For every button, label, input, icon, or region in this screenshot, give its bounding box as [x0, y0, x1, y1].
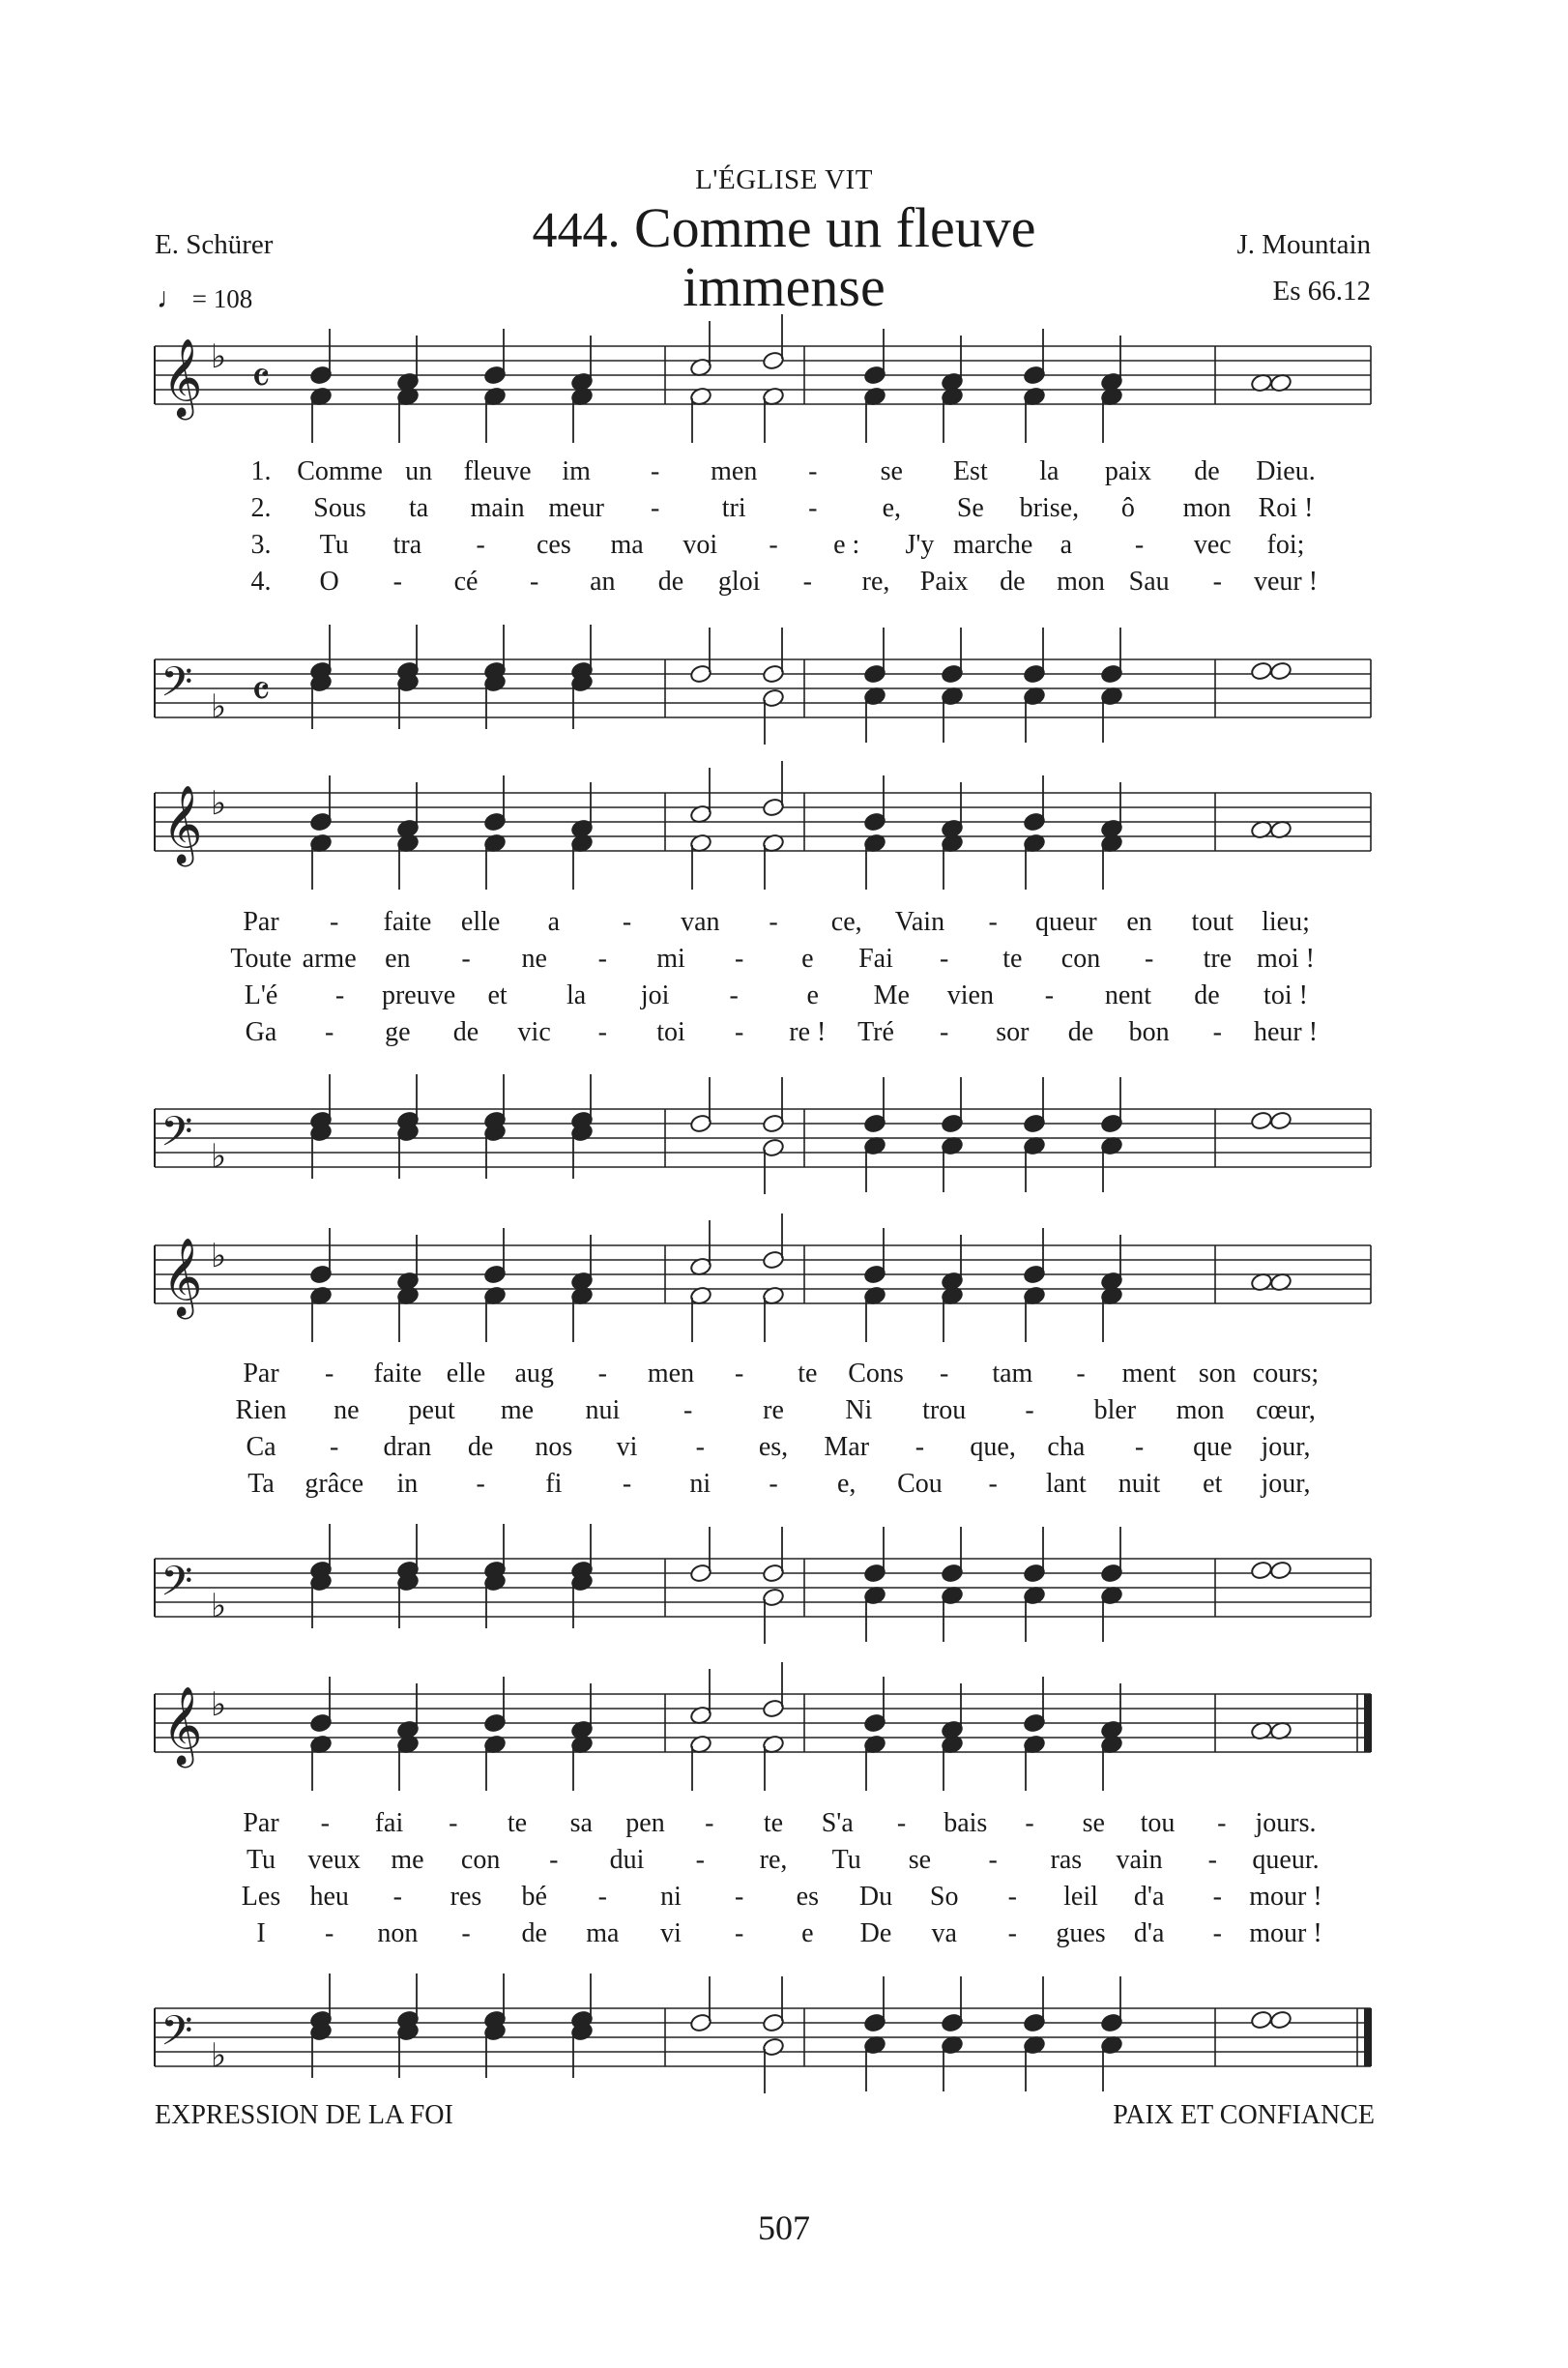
- flat-key-signature-icon: ♭: [211, 2036, 227, 2075]
- lyric-syllable: -: [651, 456, 660, 486]
- lyric-syllable: la: [566, 980, 587, 1010]
- flat-key-signature-icon: ♭: [211, 1137, 227, 1176]
- lyric-syllable: 4.: [250, 567, 272, 597]
- lyric-syllable: -: [324, 1017, 334, 1047]
- lyric-syllable: tout: [1191, 907, 1234, 937]
- lyric-syllable: Cou: [897, 1469, 943, 1499]
- lyric-syllable: nui: [585, 1395, 621, 1425]
- common-time-icon: 𝄴: [251, 354, 271, 403]
- lyric-syllable: brise,: [1019, 493, 1080, 523]
- common-time-icon: 𝄴: [251, 667, 271, 716]
- lyric-syllable: me: [500, 1395, 535, 1425]
- bass-whole-note: [1269, 1561, 1292, 1581]
- hymn-title-line2: immense: [682, 255, 886, 318]
- lyric-syllable: joi: [640, 980, 670, 1010]
- lyric-syllable: -: [1217, 1808, 1227, 1838]
- lyric-syllable: un: [405, 456, 433, 486]
- lyric-syllable: -: [734, 1882, 744, 1912]
- lyric-syllable: e,: [882, 493, 902, 523]
- lyric-syllable: bé: [521, 1882, 547, 1912]
- lyric-syllable: ne: [334, 1395, 360, 1425]
- lyric-syllable: es: [796, 1882, 819, 1912]
- lyric-syllable: -: [476, 1469, 485, 1499]
- lyric-syllable: ma: [586, 1918, 620, 1948]
- lyric-syllable: -: [392, 1882, 402, 1912]
- final-barline-thick: [1364, 1694, 1372, 1752]
- tenor-whole-note: [1250, 2010, 1273, 2031]
- lyric-syllable: -: [734, 944, 744, 974]
- lyric-syllable: ma: [610, 530, 644, 560]
- lyric-syllable: -: [651, 493, 660, 523]
- lyric-syllable: -: [1025, 1395, 1034, 1425]
- lyric-syllable: 1.: [250, 456, 272, 486]
- lyric-syllable: Me: [873, 980, 910, 1010]
- hymn-title-line1: Comme un fleuve: [633, 196, 1036, 259]
- lyric-syllable: Se: [956, 493, 984, 523]
- lyric-syllable: Par: [243, 1808, 279, 1838]
- bass-clef-icon: 𝄢: [160, 1108, 193, 1166]
- lyric-syllable: elle: [460, 907, 501, 937]
- lyric-syllable: -: [476, 530, 485, 560]
- bass-whole-note: [1269, 661, 1292, 682]
- lyric-syllable: -: [461, 944, 471, 974]
- lyric-syllable: -: [734, 1017, 744, 1047]
- lyric-syllable: bais: [944, 1808, 988, 1838]
- lyric-syllable: Par: [243, 1359, 279, 1389]
- lyric-syllable: -: [449, 1808, 458, 1838]
- lyric-syllable: -: [1007, 1882, 1017, 1912]
- lyric-syllable: im: [562, 456, 591, 486]
- lyric-syllable: -: [734, 1359, 744, 1389]
- lyric-syllable: -: [529, 567, 539, 597]
- lyric-syllable: -: [330, 907, 339, 937]
- lyric-syllable: son: [1198, 1359, 1236, 1389]
- lyric-syllable: elle: [446, 1359, 486, 1389]
- lyric-syllable: -: [1144, 944, 1154, 974]
- lyric-syllable: ni: [689, 1469, 711, 1499]
- lyric-syllable: vien: [946, 980, 994, 1010]
- lyric-syllable: lant: [1045, 1469, 1087, 1499]
- lyric-syllable: re !: [789, 1017, 827, 1047]
- lyric-syllable: -: [1076, 1359, 1086, 1389]
- lyric-syllable: cours;: [1252, 1359, 1320, 1389]
- lyric-syllable: Les: [241, 1882, 281, 1912]
- lyric-syllable: ta: [408, 493, 429, 523]
- lyric-syllable: trou: [922, 1395, 967, 1425]
- lyric-syllable: I: [256, 1918, 266, 1948]
- lyric-syllable: leil: [1063, 1882, 1098, 1912]
- lyric-syllable: de: [1194, 456, 1220, 486]
- lyric-syllable: -: [1212, 1882, 1222, 1912]
- lyric-syllable: fai: [374, 1808, 404, 1838]
- lyric-syllable: -: [808, 456, 818, 486]
- lyric-syllable: Ca: [246, 1432, 276, 1462]
- lyric-syllable: paix: [1104, 456, 1152, 486]
- lyric-syllable: se: [1082, 1808, 1105, 1838]
- lyric-syllable: vi: [660, 1918, 682, 1948]
- lyric-syllable: -: [1007, 1918, 1017, 1948]
- lyric-syllable: -: [622, 907, 632, 937]
- scripture-reference: Es 66.12: [1272, 276, 1371, 307]
- lyric-syllable: -: [769, 530, 778, 560]
- lyric-syllable: fleuve: [463, 456, 532, 486]
- lyric-syllable: gloi: [717, 567, 761, 597]
- lyric-syllable: e :: [833, 530, 860, 560]
- lyric-syllable: toi: [656, 1017, 685, 1047]
- lyric-syllable: a: [547, 907, 561, 937]
- lyric-syllable: te: [507, 1808, 528, 1838]
- lyric-syllable: non: [377, 1918, 419, 1948]
- lyric-syllable: -: [802, 567, 812, 597]
- lyric-syllable: -: [729, 980, 739, 1010]
- lyric-syllable: -: [705, 1808, 714, 1838]
- lyric-syllable: -: [622, 1469, 632, 1499]
- lyric-syllable: vec: [1193, 530, 1232, 560]
- author-name: J. Mountain: [1236, 229, 1371, 260]
- lyric-syllable: de: [1000, 567, 1026, 597]
- lyric-syllable: Tu: [831, 1845, 861, 1875]
- lyric-syllable: res: [450, 1882, 482, 1912]
- footer-category-left: EXPRESSION DE LA FOI: [155, 2100, 453, 2130]
- lyric-syllable: te: [798, 1359, 818, 1389]
- lyric-syllable: con: [460, 1845, 501, 1875]
- flat-key-signature-icon: ♭: [211, 784, 227, 823]
- lyric-syllable: cha: [1047, 1432, 1086, 1462]
- lyric-syllable: mon: [1057, 567, 1105, 597]
- lyric-syllable: que: [1193, 1432, 1233, 1462]
- lyric-syllable: es,: [758, 1432, 789, 1462]
- lyric-syllable: 2.: [250, 493, 272, 523]
- lyric-syllable: S'a: [821, 1808, 854, 1838]
- lyric-syllable: -: [769, 1469, 778, 1499]
- lyric-syllable: -: [808, 493, 818, 523]
- lyric-syllable: va: [931, 1918, 957, 1948]
- lyric-syllable: grâce: [305, 1469, 364, 1499]
- lyric-syllable: queur: [1034, 907, 1097, 937]
- lyric-syllable: gues: [1056, 1918, 1106, 1948]
- lyric-syllable: Sous: [313, 493, 366, 523]
- lyric-syllable: de: [1067, 1017, 1094, 1047]
- lyric-syllable: men: [711, 456, 758, 486]
- lyric-syllable: vain: [1116, 1845, 1163, 1875]
- lyric-syllable: Paix: [919, 567, 969, 597]
- lyric-syllable: heur !: [1253, 1017, 1319, 1047]
- lyric-syllable: bler: [1093, 1395, 1137, 1425]
- page-number: 507: [758, 2208, 810, 2247]
- lyric-syllable: tam: [992, 1359, 1033, 1389]
- final-barline-thick: [1364, 2008, 1372, 2066]
- lyric-syllable: Par: [243, 907, 279, 937]
- lyric-syllable: de: [1194, 980, 1220, 1010]
- flat-key-signature-icon: ♭: [211, 1685, 227, 1724]
- lyric-syllable: aug: [514, 1359, 554, 1389]
- lyric-syllable: tou: [1140, 1808, 1176, 1838]
- lyric-syllable: Cons: [848, 1359, 904, 1389]
- lyric-syllable: tre: [1203, 944, 1233, 974]
- treble-clef-icon: 𝄞: [162, 1237, 203, 1316]
- section-title: L'ÉGLISE VIT: [695, 164, 873, 195]
- lyric-syllable: Du: [858, 1882, 893, 1912]
- treble-clef-icon: 𝄞: [162, 784, 203, 863]
- lyric-syllable: -: [330, 1432, 339, 1462]
- lyric-syllable: Rien: [235, 1395, 287, 1425]
- lyric-syllable: Dieu.: [1256, 456, 1316, 486]
- lyric-syllable: 3.: [250, 530, 272, 560]
- lyric-syllable: O: [319, 567, 339, 597]
- lyric-syllable: ces: [536, 530, 571, 560]
- lyric-syllable: De: [859, 1918, 892, 1948]
- lyric-syllable: ni: [660, 1882, 682, 1912]
- lyric-syllable: de: [657, 567, 684, 597]
- lyric-syllable: la: [1039, 456, 1060, 486]
- lyric-syllable: -: [1212, 1017, 1222, 1047]
- lyric-syllable: in: [396, 1469, 419, 1499]
- bass-clef-icon: 𝄢: [160, 1558, 193, 1616]
- lyric-syllable: nuit: [1118, 1469, 1161, 1499]
- lyric-syllable: te: [763, 1808, 784, 1838]
- lyric-syllable: Tu: [319, 530, 349, 560]
- lyric-syllable: Fai: [858, 944, 893, 974]
- lyric-syllable: -: [988, 907, 998, 937]
- lyric-syllable: cé: [453, 567, 479, 597]
- lyric-syllable: jours.: [1255, 1808, 1317, 1838]
- lyric-syllable: mour !: [1249, 1882, 1322, 1912]
- flat-key-signature-icon: ♭: [211, 1587, 227, 1625]
- bass-whole-note: [1269, 2010, 1292, 2031]
- lyric-syllable: -: [597, 1882, 607, 1912]
- lyric-syllable: Sau: [1128, 567, 1170, 597]
- lyric-syllable: se: [908, 1845, 932, 1875]
- lyric-syllable: e: [801, 1918, 814, 1948]
- lyric-syllable: e,: [836, 1469, 857, 1499]
- lyric-syllable: vic: [517, 1017, 551, 1047]
- lyric-syllable: -: [939, 944, 949, 974]
- lyric-syllable: L'é: [244, 980, 278, 1010]
- lyric-syllable: Vain: [894, 907, 945, 937]
- lyric-syllable: Tré: [857, 1017, 894, 1047]
- lyric-syllable: mon: [1182, 493, 1232, 523]
- lyric-syllable: nos: [535, 1432, 573, 1462]
- lyric-syllable: de: [467, 1432, 494, 1462]
- lyric-syllable: Est: [952, 456, 988, 486]
- lyric-syllable: queur.: [1252, 1845, 1320, 1875]
- lyric-syllable: van: [681, 907, 720, 937]
- lyric-syllable: e: [806, 980, 819, 1010]
- lyric-syllable: -: [597, 944, 607, 974]
- lyric-syllable: sa: [569, 1808, 593, 1838]
- lyric-syllable: ment: [1121, 1359, 1176, 1389]
- lyric-syllable: de: [452, 1017, 479, 1047]
- lyric-syllable: et: [1203, 1469, 1223, 1499]
- lyric-syllable: tri: [721, 493, 746, 523]
- lyric-syllable: Comme: [297, 456, 383, 486]
- lyric-syllable: nent: [1104, 980, 1152, 1010]
- lyric-syllable: -: [597, 1017, 607, 1047]
- lyric-syllable: jour,: [1261, 1432, 1311, 1462]
- lyric-syllable: moi !: [1257, 944, 1315, 974]
- lyric-syllable: dui: [609, 1845, 645, 1875]
- lyric-syllable: fi: [545, 1469, 563, 1499]
- lyric-syllable: -: [461, 1918, 471, 1948]
- lyric-syllable: an: [590, 567, 616, 597]
- lyric-syllable: mon: [1176, 1395, 1225, 1425]
- lyric-syllable: -: [695, 1432, 705, 1462]
- lyric-syllable: ce,: [830, 907, 862, 937]
- lyric-syllable: -: [682, 1395, 693, 1425]
- bass-clef-icon: 𝄢: [160, 658, 193, 716]
- lyric-syllable: -: [1212, 1918, 1222, 1948]
- lyric-syllable: -: [1134, 530, 1145, 560]
- lyric-syllable: pen: [625, 1808, 665, 1838]
- lyric-syllable: re: [763, 1395, 784, 1425]
- lyric-syllable: e: [801, 944, 814, 974]
- lyric-syllable: J'y: [905, 530, 935, 560]
- lyric-syllable: cœur,: [1256, 1395, 1316, 1425]
- lyric-syllable: marche: [952, 530, 1033, 560]
- lyric-syllable: Tu: [246, 1845, 276, 1875]
- treble-clef-icon: 𝄞: [162, 1685, 203, 1765]
- quarter-note-icon: ♩: [157, 282, 186, 314]
- lyric-syllable: bon: [1128, 1017, 1170, 1047]
- lyric-syllable: -: [988, 1845, 998, 1875]
- lyric-syllable: se: [880, 456, 903, 486]
- lyric-syllable: tra: [392, 530, 422, 560]
- lyric-syllable: -: [1044, 980, 1055, 1010]
- lyric-syllable: Ta: [247, 1469, 275, 1499]
- lyric-syllable: -: [324, 1918, 334, 1948]
- lyric-syllable: te: [1002, 944, 1023, 974]
- lyric-syllable: veux: [307, 1845, 361, 1875]
- lyric-syllable: Mar: [824, 1432, 870, 1462]
- lyric-syllable: jour,: [1261, 1469, 1311, 1499]
- hymn-number: 444.: [532, 203, 621, 258]
- bass-clef-icon: 𝄢: [160, 2007, 193, 2065]
- tenor-whole-note: [1250, 661, 1273, 682]
- lyric-syllable: -: [392, 567, 402, 597]
- lyric-syllable: -: [915, 1432, 925, 1462]
- lyric-syllable: ge: [385, 1017, 411, 1047]
- lyric-syllable: d'a: [1133, 1918, 1165, 1948]
- flat-key-signature-icon: ♭: [211, 687, 227, 726]
- lyric-syllable: ras: [1050, 1845, 1083, 1875]
- lyric-syllable: que,: [970, 1432, 1016, 1462]
- lyric-syllable: -: [939, 1017, 949, 1047]
- lyric-syllable: -: [939, 1359, 949, 1389]
- lyric-syllable: ne: [521, 944, 547, 974]
- lyric-syllable: mi: [656, 944, 685, 974]
- lyric-syllable: preuve: [381, 980, 456, 1010]
- lyric-syllable: meur: [548, 493, 604, 523]
- lyric-syllable: d'a: [1133, 1882, 1165, 1912]
- footer-category-right: PAIX ET CONFIANCE: [1113, 2100, 1375, 2130]
- lyric-syllable: -: [769, 907, 778, 937]
- lyric-syllable: -: [597, 1359, 607, 1389]
- lyric-syllable: Roi !: [1258, 493, 1314, 523]
- lyric-syllable: Toute: [230, 944, 292, 974]
- lyric-syllable: arme: [302, 944, 357, 974]
- treble-clef-icon: 𝄞: [162, 337, 203, 417]
- lyric-syllable: -: [1212, 567, 1222, 597]
- lyric-syllable: ô: [1120, 493, 1135, 523]
- lyric-syllable: et: [487, 980, 508, 1010]
- lyric-syllable: re,: [759, 1845, 788, 1875]
- lyric-syllable: heu: [309, 1882, 349, 1912]
- lyric-syllable: -: [695, 1845, 705, 1875]
- lyric-syllable: de: [521, 1918, 547, 1948]
- lyric-syllable: foi;: [1266, 530, 1305, 560]
- lyric-syllable: faite: [373, 1359, 422, 1389]
- composer-name: E. Schürer: [155, 229, 274, 260]
- tempo-value: = 108: [191, 284, 253, 313]
- lyric-syllable: -: [320, 1808, 330, 1838]
- lyric-syllable: re,: [861, 567, 890, 597]
- lyric-syllable: sor: [996, 1017, 1030, 1047]
- lyric-syllable: -: [1207, 1845, 1217, 1875]
- lyric-syllable: lieu;: [1262, 907, 1310, 937]
- lyric-syllable: men: [647, 1359, 695, 1389]
- lyric-syllable: en: [1126, 907, 1152, 937]
- lyric-syllable: peut: [408, 1395, 455, 1425]
- lyric-syllable: dran: [383, 1432, 432, 1462]
- tenor-whole-note: [1250, 1111, 1273, 1131]
- lyric-syllable: a: [1060, 530, 1073, 560]
- lyric-syllable: Ga: [245, 1017, 277, 1047]
- lyric-syllable: me: [391, 1845, 424, 1875]
- lyric-syllable: con: [1060, 944, 1101, 974]
- lyric-syllable: Ni: [845, 1395, 873, 1425]
- lyric-syllable: -: [896, 1808, 907, 1838]
- lyric-syllable: mour !: [1249, 1918, 1322, 1948]
- lyric-syllable: veur !: [1253, 567, 1319, 597]
- bass-whole-note: [1269, 1111, 1292, 1131]
- lyric-syllable: vi: [616, 1432, 638, 1462]
- lyric-syllable: -: [734, 1918, 744, 1948]
- lyric-syllable: -: [1134, 1432, 1145, 1462]
- flat-key-signature-icon: ♭: [211, 337, 227, 376]
- lyric-syllable: So: [929, 1882, 959, 1912]
- lyric-syllable: voi: [682, 530, 718, 560]
- flat-key-signature-icon: ♭: [211, 1237, 227, 1275]
- lyric-syllable: main: [470, 493, 525, 523]
- lyric-syllable: toi !: [1263, 980, 1308, 1010]
- tenor-whole-note: [1250, 1561, 1273, 1581]
- lyric-syllable: -: [549, 1845, 559, 1875]
- lyric-syllable: faite: [383, 907, 432, 937]
- lyric-syllable: -: [324, 1359, 334, 1389]
- lyric-syllable: -: [334, 980, 345, 1010]
- lyric-syllable: -: [988, 1469, 998, 1499]
- lyric-syllable: en: [385, 944, 411, 974]
- lyric-syllable: -: [1025, 1808, 1034, 1838]
